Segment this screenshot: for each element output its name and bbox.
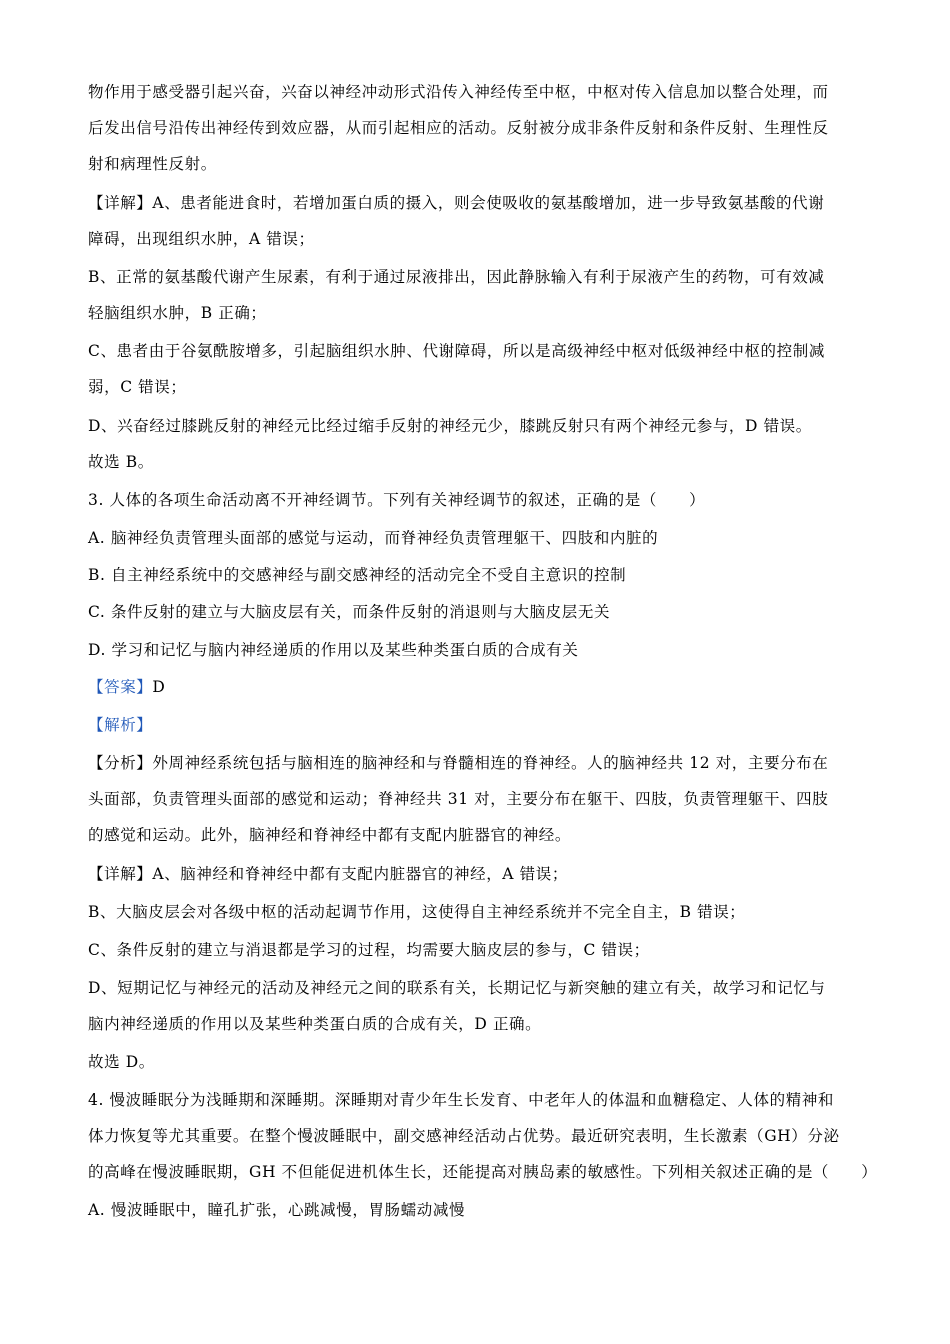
text-line: 故选 D。	[88, 1053, 155, 1071]
option-c: C. 条件反射的建立与大脑皮层有关，而条件反射的消退则与大脑皮层无关	[88, 603, 611, 621]
text-line: D、兴奋经过膝跳反射的神经元比经过缩手反射的神经元少，膝跳反射只有两个神经元参与，D 错误。	[88, 417, 812, 435]
option-a: A. 脑神经负责管理头面部的感觉与运动，而脊神经负责管理躯干、四肢和内脏的	[88, 529, 659, 547]
text-line: 后发出信号沿传出神经传到效应器，从而引起相应的活动。反射被分成非条件反射和条件反射、生理性反	[88, 119, 829, 137]
option-b: B. 自主神经系统中的交感神经与副交感神经的活动完全不受自主意识的控制	[88, 566, 627, 584]
text-line: 脑内神经递质的作用以及某些种类蛋白质的合成有关，D 正确。	[88, 1015, 542, 1033]
text-line: 头面部，负责管理头面部的感觉和运动；脊神经共 31 对，主要分布在躯干、四肢，负责管理躯干、四肢	[88, 790, 829, 808]
text-line: 故选 B。	[88, 453, 154, 471]
text-line: C、条件反射的建立与消退都是学习的过程，均需要大脑皮层的参与，C 错误；	[88, 941, 650, 959]
text-line: 体力恢复等尤其重要。在整个慢波睡眠中，副交感神经活动占优势。最近研究表明，生长激素（GH）分泌	[88, 1127, 840, 1145]
text-line: 【详解】A、脑神经和脊神经中都有支配内脏器官的神经，A 错误；	[88, 865, 568, 883]
answer-line	[88, 677, 868, 697]
answer-label: 【答案】	[88, 678, 153, 696]
text-line: C、患者由于谷氨酰胺增多，引起脑组织水肿、代谢障碍，所以是高级神经中枢对低级神经中枢的控制减	[88, 342, 825, 360]
text-line: 弱，C 错误；	[88, 378, 187, 396]
text-line: B、大脑皮层会对各级中枢的活动起调节作用，这使得自主神经系统并不完全自主，B 错误；	[88, 903, 746, 921]
analysis-label: 【解析】	[88, 716, 153, 734]
option-a: A. 慢波睡眠中，瞳孔扩张，心跳减慢，胃肠蠕动减慢	[88, 1201, 466, 1219]
text-line: 障碍，出现组织水肿，A 错误；	[88, 230, 315, 248]
text-line: 的感觉和运动。此外，脑神经和脊神经中都有支配内脏器官的神经。	[88, 826, 572, 844]
text-line: 的高峰在慢波睡眠期，GH 不但能促进机体生长，还能提高对胰岛素的敏感性。下列相关叙述正确的是（ ）	[88, 1163, 878, 1181]
answer-value: D	[152, 678, 166, 696]
option-d: D. 学习和记忆与脑内神经递质的作用以及某些种类蛋白质的合成有关	[88, 641, 579, 659]
question-4-stem: 4. 慢波睡眠分为浅睡期和深睡期。深睡期对青少年生长发育、中老年人的体温和血糖稳定、人体的精神和	[88, 1091, 835, 1109]
text-line: 【详解】A、患者能进食时，若增加蛋白质的摄入，则会使吸收的氨基酸增加，进一步导致氨基酸的代谢	[88, 194, 825, 212]
question-3-stem: 3. 人体的各项生命活动离不开神经调节。下列有关神经调节的叙述，正确的是（ ）	[88, 491, 706, 509]
text-line: 轻脑组织水肿，B 正确；	[88, 304, 267, 322]
text-line: B、正常的氨基酸代谢产生尿素，有利于通过尿液排出，因此静脉输入有利于尿液产生的药物，可有效减	[88, 268, 825, 286]
text-line: 射和病理性反射。	[88, 155, 217, 173]
text-line: 【分析】外周神经系统包括与脑相连的脑神经和与脊髓相连的脊神经。人的脑神经共 12 对，主要分布在	[88, 754, 829, 772]
text-line: D、短期记忆与神经元的活动及神经元之间的联系有关，长期记忆与新突触的建立有关，故学习和记忆与	[88, 979, 826, 997]
text-line: 物作用于感受器引起兴奋，兴奋以神经冲动形式沿传入神经传至中枢，中枢对传入信息加以整合处理，而	[88, 83, 829, 101]
